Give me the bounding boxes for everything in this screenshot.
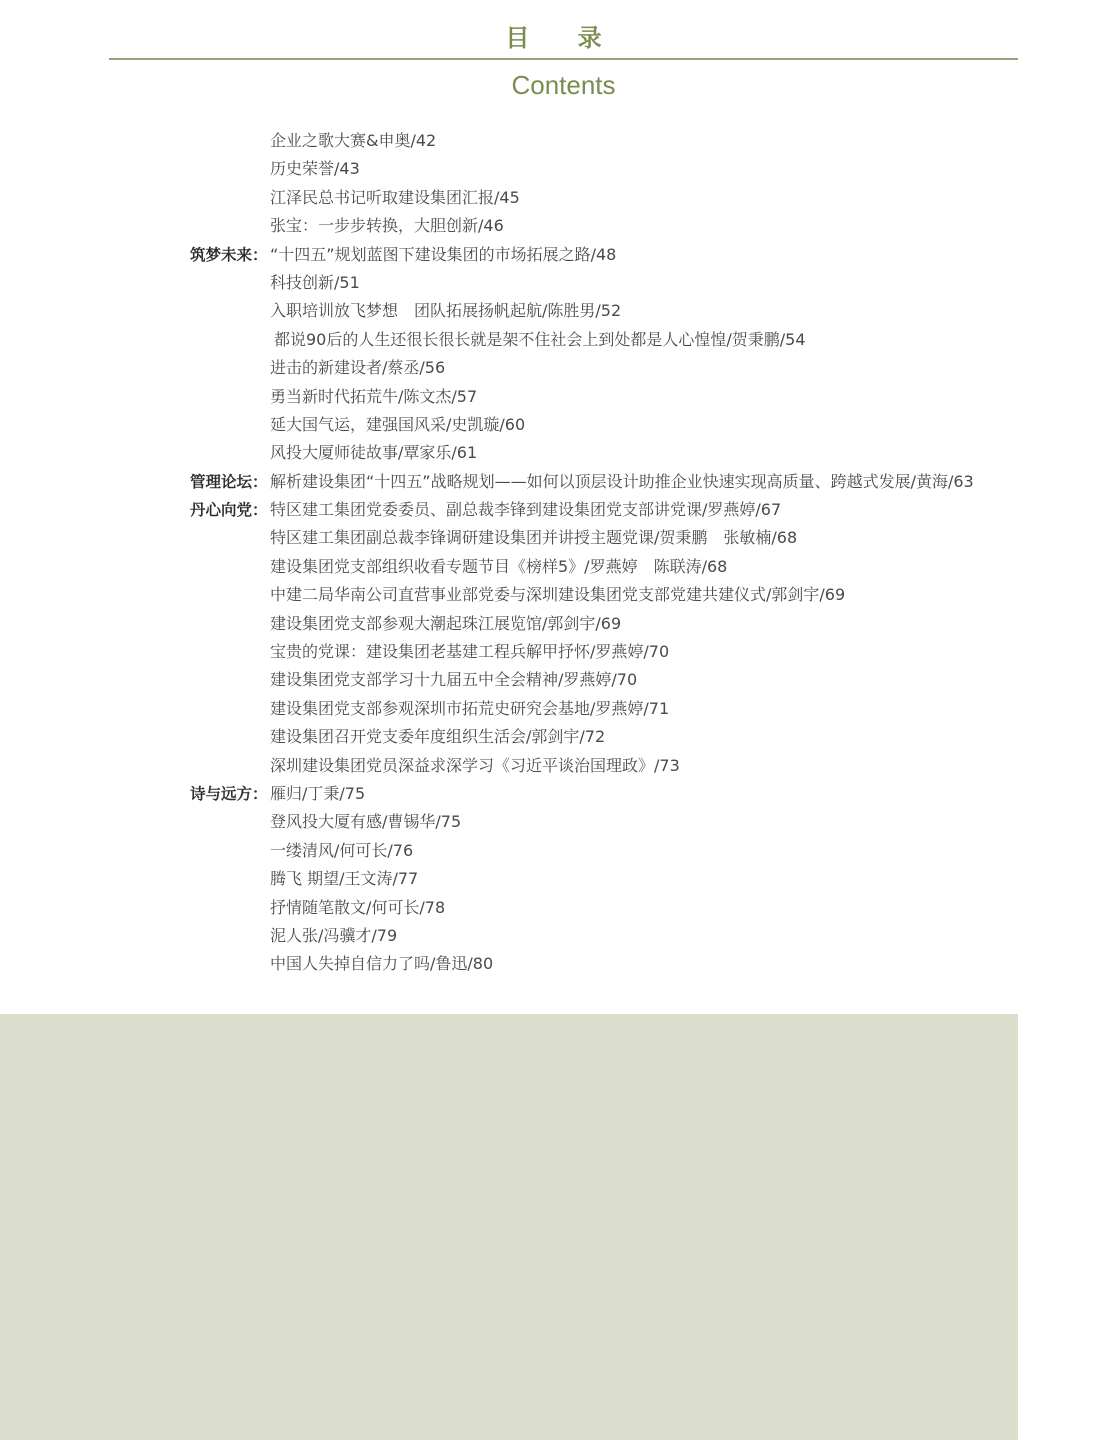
- toc-entry: [0, 581, 1060, 609]
- entry-title: 建设集团党支部参观深圳市拓荒史研究会基地/罗燕婷/71: [270, 698, 670, 718]
- entry-title: 登风投大厦有感/曹锡华/75: [270, 812, 462, 832]
- entry-title: 历史荣誉/43: [270, 159, 360, 179]
- toc-entry: [0, 326, 1060, 354]
- section-label: 丹心向党：: [190, 501, 268, 520]
- toc-entry: [0, 837, 1060, 865]
- entry-title: 一缕清风/何可长/76: [270, 840, 414, 860]
- toc-entry: [0, 411, 1060, 439]
- entry-title: 腾飞 期望/王文涛/77: [270, 869, 419, 889]
- entry-title: 宝贵的党课：建设集团老基建工程兵解甲抒怀/罗燕婷/70: [270, 642, 670, 662]
- toc-entry: [0, 922, 1060, 950]
- entry-title: 中国人失掉自信力了吗/鲁迅/80: [270, 954, 494, 974]
- entry-title: 深圳建设集团党员深益求深学习《习近平谈治国理政》/73: [270, 755, 680, 775]
- footer-background-band: [0, 1014, 1018, 1440]
- toc-entry: [0, 383, 1060, 411]
- toc-entry: [0, 865, 1060, 893]
- toc-entry: [0, 666, 1060, 694]
- entry-title: 企业之歌大赛&申奥/42: [270, 131, 437, 150]
- entry-title: 特区建工集团党委委员、副总裁李锋到建设集团党支部讲党课/罗燕婷/67: [270, 500, 782, 520]
- entry-title: 张宝：一步步转换，大胆创新/46: [270, 216, 504, 236]
- toc-entry: [0, 894, 1060, 922]
- entry-title: 入职培训放飞梦想 团队拓展扬帆起航/陈胜男/52: [270, 301, 622, 321]
- toc-entry: [0, 127, 1060, 155]
- entry-title: 都说90后的人生还很长很长就是架不住社会上到处都是人心惶惶/贺秉鹏/54: [274, 329, 806, 349]
- toc-entry: [0, 354, 1060, 382]
- entry-title: 建设集团党支部学习十九届五中全会精神/罗燕婷/70: [270, 670, 638, 690]
- entry-title: 泥人张/冯骥才/79: [270, 925, 398, 945]
- section-label: 管理论坛：: [190, 472, 268, 491]
- entry-title: 建设集团党支部参观大潮起珠江展览馆/郭剑宇/69: [270, 613, 622, 633]
- toc-entry: [0, 752, 1060, 780]
- toc-entry: [0, 241, 1060, 269]
- entry-title: 中建二局华南公司直营事业部党委与深圳建设集团党支部党建共建仪式/郭剑宇/69: [270, 585, 846, 605]
- header-divider: [109, 58, 1018, 60]
- entry-title: 解析建设集团“十四五”战略规划——如何以顶层设计助推企业快速实现高质量、跨越式发展/黄海/63: [270, 471, 974, 491]
- toc-entry: [0, 468, 1060, 496]
- toc-entry: [0, 269, 1060, 297]
- toc-entry: [0, 950, 1060, 978]
- entry-title: 江泽民总书记听取建设集团汇报/45: [270, 187, 520, 207]
- toc-entry: [0, 439, 1060, 467]
- toc-entry: [0, 638, 1060, 666]
- entry-title: 延大国气运，建强国风采/史凯璇/60: [270, 414, 526, 434]
- entry-title: 进击的新建设者/蔡丞/56: [270, 358, 446, 378]
- entry-title: 建设集团党支部组织收看专题节目《榜样5》/罗燕婷 陈联涛/68: [270, 556, 728, 576]
- entry-title: 科技创新/51: [270, 272, 360, 292]
- toc-entry: [0, 496, 1060, 524]
- section-label: 诗与远方：: [190, 784, 268, 803]
- page-title-english: Contents: [511, 70, 616, 100]
- table-of-contents: [0, 127, 1060, 979]
- toc-entry: [0, 212, 1060, 240]
- toc-entry: [0, 610, 1060, 638]
- toc-entry: [0, 695, 1060, 723]
- section-label: 筑梦未来：: [190, 245, 268, 264]
- entry-title: “十四五”规划蓝图下建设集团的市场拓展之路/48: [270, 244, 617, 264]
- toc-entry: [0, 780, 1060, 808]
- toc-entry: [0, 155, 1060, 183]
- toc-entry: [0, 553, 1060, 581]
- entry-title: 雁归/丁秉/75: [270, 783, 366, 803]
- entry-title: 特区建工集团副总裁李锋调研建设集团并讲授主题党课/贺秉鹏 张敏楠/68: [270, 528, 798, 548]
- entry-title: 抒情随笔散文/何可长/78: [270, 897, 446, 917]
- toc-entry: [0, 808, 1060, 836]
- toc-entry: [0, 723, 1060, 751]
- entry-title: 建设集团召开党支委年度组织生活会/郭剑宇/72: [270, 727, 606, 747]
- toc-entry: [0, 297, 1060, 325]
- entry-title: 风投大厦师徒故事/覃家乐/61: [270, 443, 478, 463]
- toc-entry: [0, 524, 1060, 552]
- entry-title: 勇当新时代拓荒牛/陈文杰/57: [270, 386, 478, 406]
- toc-entry: [0, 184, 1060, 212]
- page-title-chinese: 目 录: [505, 24, 622, 52]
